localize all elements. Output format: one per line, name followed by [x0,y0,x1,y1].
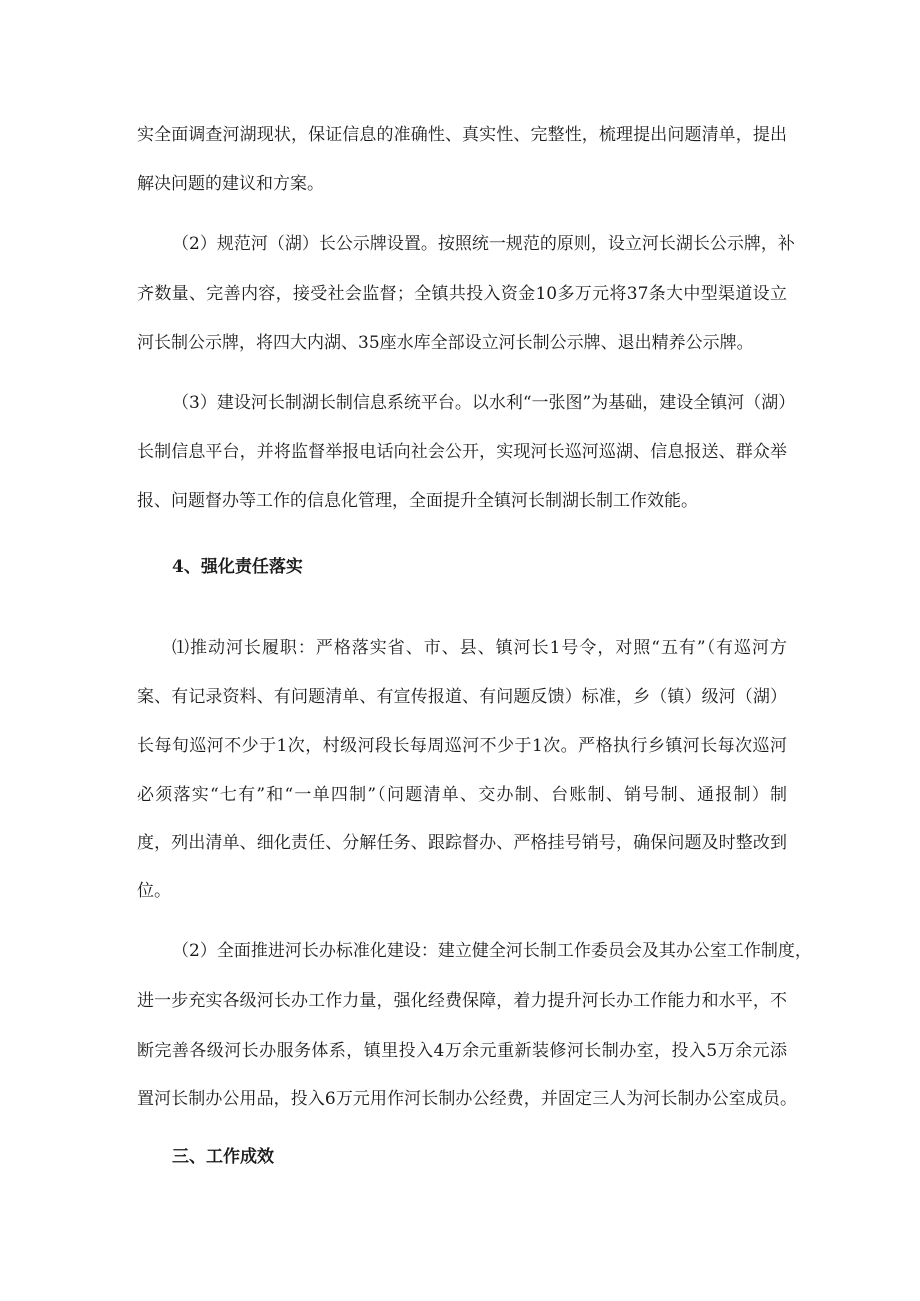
paragraph-line: 实全面调查河湖现状，保证信息的准确性、真实性、完整性，梳理提出问题清单，提出 [137,125,787,145]
section-heading: 三、工作成效 [172,1147,274,1167]
paragraph-line: 度，列出清单、细化责任、分解任务、跟踪督办、严格挂号销号，确保问题及时整改到 [137,833,787,853]
section-heading: 4、强化责任落实 [172,557,303,577]
paragraph-line: 长制信息平台，并将监督举报电话向社会公开，实现河长巡河巡湖、信息报送、群众举 [137,442,787,462]
paragraph-line: ⑴推动河长履职：严格落实省、市、县、镇河长1号令，对照“五有”（有巡河方 [172,638,787,658]
paragraph-line: 案、有记录资料、有问题清单、有宣传报道、有问题反馈）标准，乡（镇）级河（湖） [137,687,787,707]
paragraph-line: 断完善各级河长办服务体系，镇里投入4万余元重新装修河长制办室，投入5万余元添 [137,1041,787,1061]
paragraph-line: 置河长制办公用品，投入6万元用作河长制办公经费，并固定三人为河长制办公室成员。 [137,1089,797,1109]
paragraph-line: 长每旬巡河不少于1次，村级河段长每周巡河不少于1次。严格执行乡镇河长每次巡河 [137,736,787,756]
paragraph-line: （2）规范河（湖）长公示牌设置。按照统一规范的原则，设立河长湖长公示牌，补 [172,234,795,254]
paragraph-line: 位。 [137,881,171,901]
paragraph-line: 解决问题的建议和方案。 [137,174,324,194]
paragraph-line: 齐数量、完善内容，接受社会监督；全镇共投入资金10多万元将37条大中型渠道设立 [137,284,787,304]
paragraph-line: 河长制公示牌，将四大内湖、35座水库全部设立河长制公示牌、退出精养公示牌。 [137,333,754,353]
paragraph-line: （3）建设河长制湖长制信息系统平台。以水利“一张图”为基础，建设全镇河（湖） [172,393,796,413]
paragraph-line: （2）全面推进河长办标准化建设：建立健全河长制工作委员会及其办公室工作制度， [172,941,812,961]
paragraph-line: 必须落实“七有”和“一单四制”（问题清单、交办制、台账制、销号制、通报制）制 [137,785,787,805]
paragraph-line: 报、问题督办等工作的信息化管理，全面提升全镇河长制湖长制工作效能。 [137,491,698,511]
paragraph-line: 进一步充实各级河长办工作力量，强化经费保障，着力提升河长办工作能力和水平，不 [137,991,787,1011]
